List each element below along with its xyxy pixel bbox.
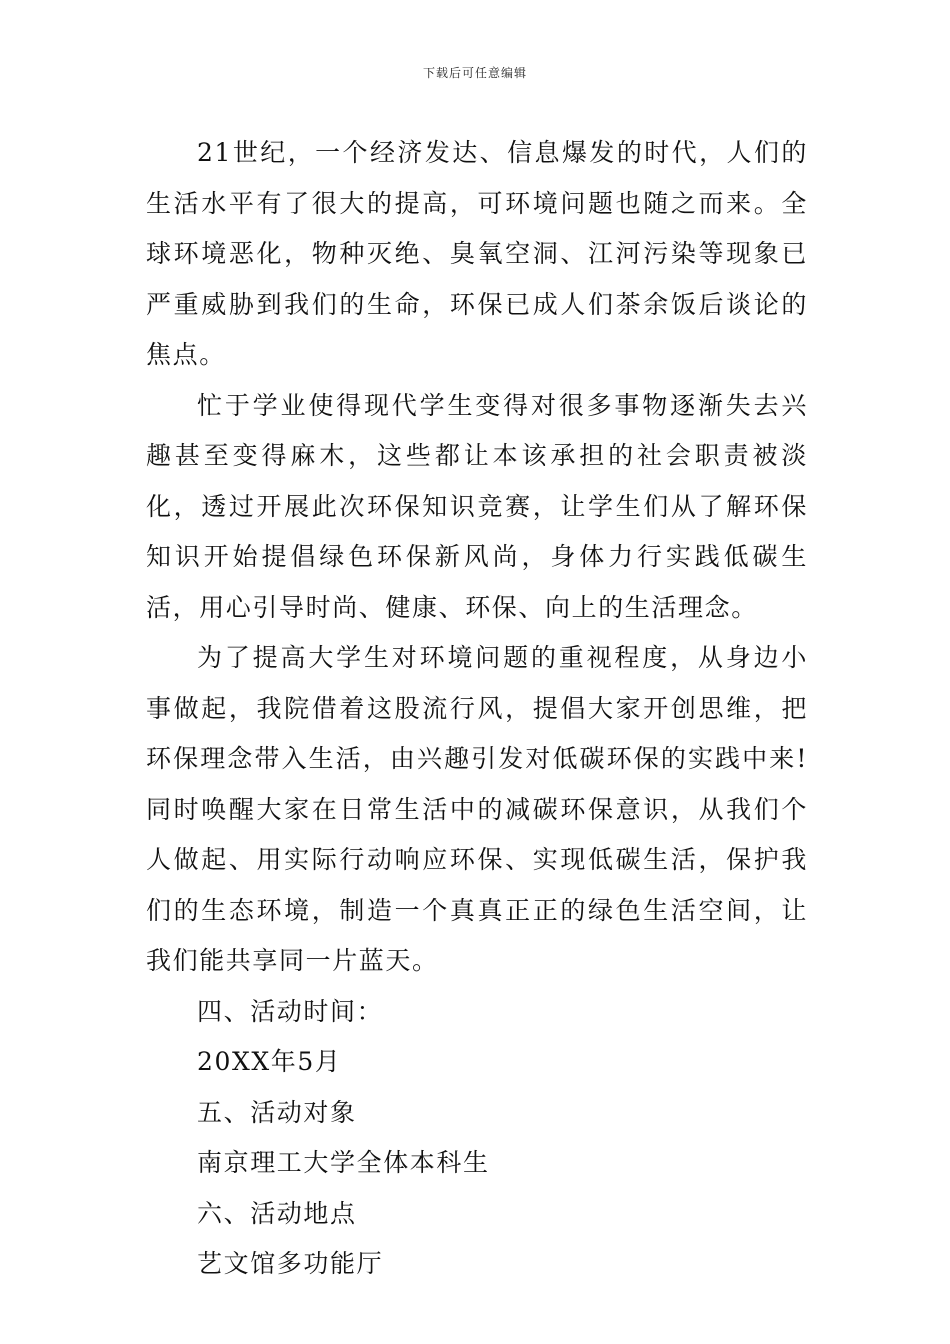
section-heading-location: 六、活动地点 [197, 1198, 357, 1228]
page-header: 下载后可任意编辑 [422, 66, 527, 80]
section-value-target: 南京理工大学全体本科生 [197, 1148, 490, 1177]
paragraph-purpose: 忙于学业使得现代学生变得对很多事物逐渐失去兴趣甚至变得麻木，这些都让本该承担的社会职责被淡化，透过开展此次环保知识竞赛，让学生们从了解环保知识开始提倡绿色环保新风尚，身体力行实践低碳生活，用心引导时尚、健康、环保、向上的生活理念。 [146, 390, 808, 622]
document-body [146, 128, 808, 1290]
section-value-location: 艺文馆多功能厅 [197, 1249, 384, 1278]
section-heading-time: 四、活动时间： [197, 996, 384, 1026]
paragraph-significance: 为了提高大学生对环境问题的重视程度，从身边小事做起，我院借着这股流行风，提倡大家开创思维，把环保理念带入生活，由兴趣引发对低碳环保的实践中来!同时唤醒大家在日常生活中的减碳环保意识，从我们个人做起、用实际行动响应环保、实现低碳生活，保护我们的生态环境，制造一个真真正正的绿色生活空间，让我们能共享同一片蓝天。 [146, 643, 808, 975]
section-heading-target: 五、活动对象 [197, 1097, 357, 1127]
section-value-time: 20XX年5月 [197, 1047, 342, 1076]
paragraph-background: 21世纪，一个经济发达、信息爆发的时代，人们的生活水平有了很大的提高，可环境问题也随之而来。全球环境恶化，物种灭绝、臭氧空洞、江河污染等现象已严重威胁到我们的生命，环保已成人们茶余饭后谈论的焦点。 [146, 138, 808, 369]
